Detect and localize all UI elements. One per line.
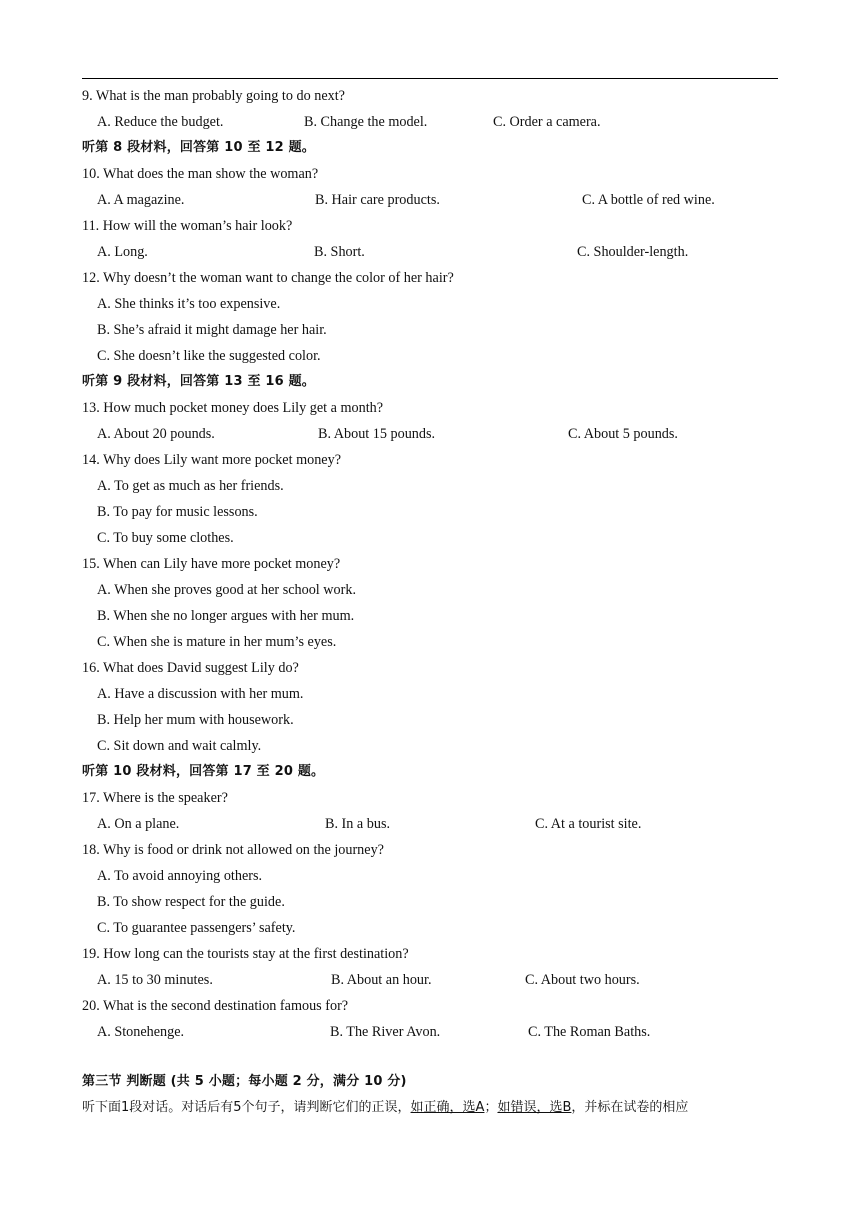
option-c: C. Shoulder-length.	[577, 244, 689, 260]
question-text: 18. Why is food or drink not allowed on the journey?	[82, 842, 384, 858]
section-3	[82, 1069, 782, 1121]
instr-mid: ；	[484, 1100, 498, 1115]
option-c: C. About two hours.	[525, 972, 640, 988]
option-line: A. To avoid annoying others.	[97, 868, 263, 884]
option-line: B. When she no longer argues with her mum.	[97, 608, 355, 624]
option-a: A. On a plane.	[97, 816, 180, 832]
option-b: B. Hair care products.	[315, 192, 440, 208]
option-b: B. About 15 pounds.	[318, 426, 436, 442]
option-line: A. To get as much as her friends.	[97, 478, 284, 494]
option-line: B. Help her mum with housework.	[97, 712, 294, 728]
option-line: C. To buy some clothes.	[97, 530, 234, 546]
question-text: 12. Why doesn’t the woman want to change the color of her hair?	[82, 270, 454, 286]
instr-pre: 听下面1段对话。对话后有5个句子，请判断它们的正误，	[82, 1100, 411, 1115]
option-line: C. When she is mature in her mum’s eyes.	[97, 634, 337, 650]
option-b: B. Short.	[314, 244, 365, 260]
option-row	[82, 811, 782, 837]
question-list	[82, 83, 782, 1045]
option-b: B. In a bus.	[325, 816, 391, 832]
option-row	[82, 967, 782, 993]
option-c: C. At a tourist site.	[535, 816, 642, 832]
option-a: A. 15 to 30 minutes.	[97, 972, 213, 988]
section-instruction: 听第 9 段材料，回答第 13 至 16 题。	[82, 374, 315, 389]
option-a: A. Stonehenge.	[97, 1024, 185, 1040]
option-row	[82, 1019, 782, 1045]
section-3-heading: 第三节 判断题 (共 5 小题；每小题 2 分，满分 10 分)	[82, 1074, 407, 1089]
option-a: A. A magazine.	[97, 192, 185, 208]
question-text: 17. Where is the speaker?	[82, 790, 228, 806]
option-b: B. About an hour.	[331, 972, 432, 988]
question-text: 19. How long can the tourists stay at the first destination?	[82, 946, 409, 962]
option-c: C. Order a camera.	[493, 114, 601, 130]
question-text: 15. When can Lily have more pocket money?	[82, 556, 341, 572]
option-line: B. She’s afraid it might damage her hair.	[97, 322, 327, 338]
instr-correct: 如正确，选A	[410, 1100, 485, 1115]
section-instruction: 听第 8 段材料，回答第 10 至 12 题。	[82, 140, 315, 155]
option-c: C. A bottle of red wine.	[582, 192, 715, 208]
question-text: 14. Why does Lily want more pocket money?	[82, 452, 341, 468]
section-instruction: 听第 10 段材料，回答第 17 至 20 题。	[82, 764, 325, 779]
question-text: 9. What is the man probably going to do next?	[82, 88, 345, 104]
option-line: C. To guarantee passengers’ safety.	[97, 920, 296, 936]
option-line: C. Sit down and wait calmly.	[97, 738, 262, 754]
option-c: C. About 5 pounds.	[568, 426, 678, 442]
option-row	[82, 109, 782, 135]
option-line: A. She thinks it’s too expensive.	[97, 296, 281, 312]
question-text: 11. How will the woman’s hair look?	[82, 218, 293, 234]
option-b: B. Change the model.	[304, 114, 428, 130]
option-line: B. To pay for music lessons.	[97, 504, 258, 520]
option-line: C. She doesn’t like the suggested color.	[97, 348, 321, 364]
question-text: 10. What does the man show the woman?	[82, 166, 319, 182]
option-line: A. When she proves good at her school work.	[97, 582, 356, 598]
option-a: A. Reduce the budget.	[97, 114, 224, 130]
option-c: C. The Roman Baths.	[528, 1024, 651, 1040]
option-b: B. The River Avon.	[330, 1024, 441, 1040]
section-3-instructions	[82, 1095, 782, 1121]
question-text: 16. What does David suggest Lily do?	[82, 660, 299, 676]
header-rule	[82, 78, 778, 79]
option-row	[82, 421, 782, 447]
option-row	[82, 187, 782, 213]
option-line: B. To show respect for the guide.	[97, 894, 285, 910]
question-text: 13. How much pocket money does Lily get a month?	[82, 400, 384, 416]
option-line: A. Have a discussion with her mum.	[97, 686, 304, 702]
option-a: A. Long.	[97, 244, 148, 260]
instr-post: ，并标在试卷的相应	[571, 1100, 689, 1115]
question-text: 20. What is the second destination famous for?	[82, 998, 349, 1014]
option-row	[82, 239, 782, 265]
instr-wrong: 如错误，选B	[497, 1100, 572, 1115]
option-a: A. About 20 pounds.	[97, 426, 215, 442]
